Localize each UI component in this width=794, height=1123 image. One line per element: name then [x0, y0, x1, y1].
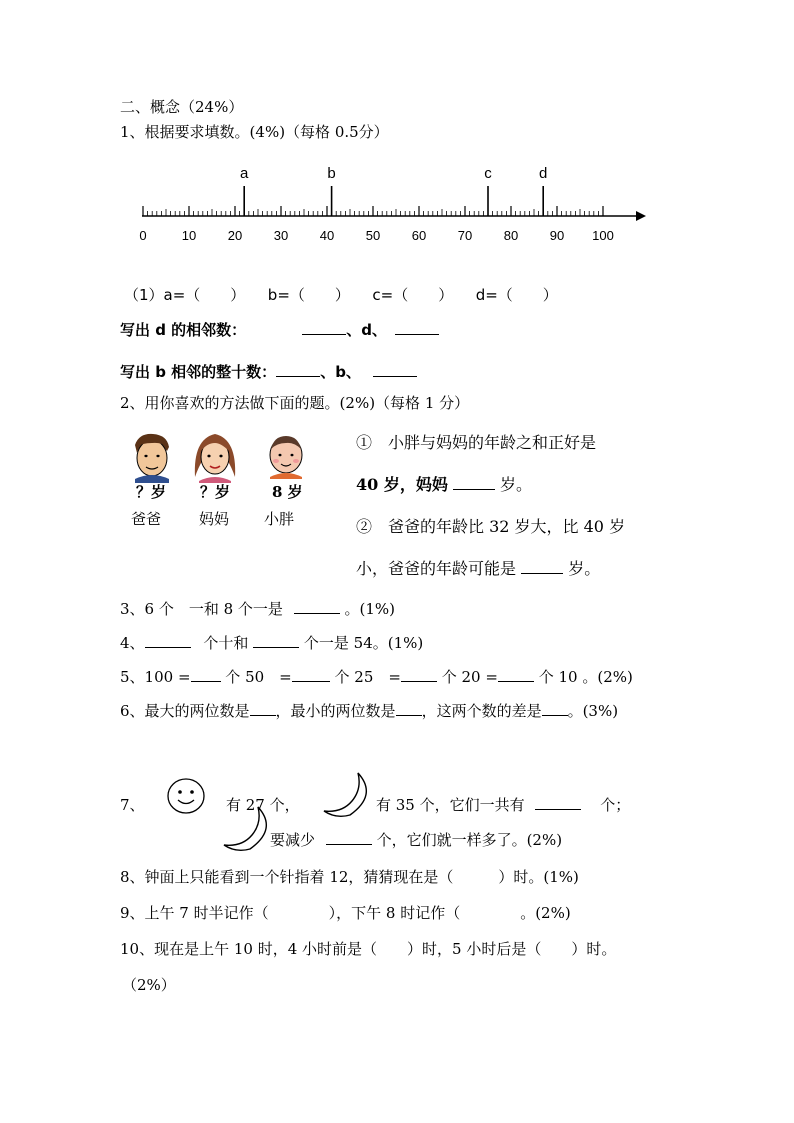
blank-field[interactable] [302, 320, 346, 335]
dad-age: ？岁 [136, 483, 167, 501]
q3-tail: 。(1%) [344, 600, 396, 618]
q6-text: 6、最大的两位数是 [120, 702, 250, 720]
blank-field[interactable] [250, 701, 276, 716]
tick-label: 30 [273, 228, 289, 243]
q2-part1-line2 [356, 472, 532, 495]
q7-part-b: 有 35 个，它们一共有 [376, 796, 525, 814]
q1-sub2 [120, 319, 439, 340]
mom-label: 妈妈 [199, 510, 230, 528]
q10-line2: （2%） [122, 976, 176, 994]
q2-part2-line2 [356, 556, 600, 579]
section-title: 二、概念（24%） [120, 98, 244, 116]
blank-field[interactable] [276, 362, 320, 377]
blank-field[interactable] [292, 667, 330, 682]
q7-text-d [270, 829, 562, 850]
boy-face-icon [264, 431, 308, 479]
q6-part-b: ，最小的两位数是 [275, 702, 396, 720]
q2-title: 2、用你喜欢的方法做下面的题。(2%)（每格 1 分） [120, 394, 470, 412]
blank-field[interactable] [535, 795, 581, 810]
blank-field[interactable] [145, 633, 191, 648]
boy-label: 小胖 [264, 510, 295, 528]
dad-label: 爸爸 [131, 510, 162, 528]
blank-field[interactable] [521, 559, 563, 574]
blank-field[interactable] [498, 667, 534, 682]
q1-sub3-label: 写出 b 相邻的整十数： [120, 363, 277, 381]
q4-mid: 个十和 [203, 634, 249, 652]
q8: 8、钟面上只能看到一个针指着 12，猜猜现在是（ ）时。(1%) [120, 868, 579, 886]
blank-field[interactable] [326, 830, 372, 845]
mom-face-icon [191, 429, 239, 483]
q7-part-e: 个，它们就一样多了。(2%) [376, 831, 563, 849]
q9: 9、上午 7 时半记作（ ），下午 8 时记作（ 。(2%) [120, 904, 571, 922]
blank-field[interactable] [191, 667, 221, 682]
tick-label: 70 [457, 228, 473, 243]
marker-label: c [484, 165, 492, 182]
q2-part2-unit: 岁。 [568, 559, 601, 578]
q2-part1-unit: 岁。 [500, 475, 533, 494]
tick-label: 100 [592, 228, 614, 243]
tick-label: 80 [503, 228, 519, 243]
tick-label: 60 [411, 228, 427, 243]
q2-part1-line1: ① 小胖与妈妈的年龄之和正好是 [356, 433, 597, 452]
q5 [120, 666, 633, 687]
q3-text: 3、6 个 一和 8 个一是 [120, 600, 283, 618]
q1-sub2-label: 写出 d 的相邻数： [120, 321, 247, 339]
number-line [130, 158, 660, 250]
q1-title: 1、根据要求填数。(4%)（每格 0.5分） [120, 123, 389, 141]
arrow-icon [636, 211, 646, 221]
q4-tail: 个一是 54。(1%) [303, 634, 424, 652]
tick-label: 20 [227, 228, 243, 243]
q6 [120, 700, 618, 721]
q1-sub2-mid: 、d、 [346, 321, 387, 339]
blank-field[interactable] [373, 362, 417, 377]
tick-label: 40 [319, 228, 335, 243]
blank-field[interactable] [453, 475, 495, 490]
q2-part1-text: 40 岁，妈妈 [356, 475, 448, 494]
q4 [120, 632, 423, 653]
blank-field[interactable] [396, 701, 422, 716]
tick-label: 0 [139, 228, 147, 243]
q7-part-c: 个； [600, 796, 631, 814]
q7-text-b [376, 794, 630, 815]
q7-number: 7、 [120, 796, 145, 814]
marker-label: b [327, 165, 336, 182]
dad-face-icon [129, 431, 175, 483]
q5-text: 5、100 = [120, 668, 191, 686]
q5-part-e: 个 10 。(2%) [538, 668, 633, 686]
q1-sub3-mid: 、b、 [320, 363, 361, 381]
blank-field[interactable] [395, 320, 439, 335]
marker-label: d [539, 165, 548, 182]
tick-label: 90 [549, 228, 565, 243]
q5-part-d: 个 20 = [441, 668, 498, 686]
q2-part2-text: 小，爸爸的年龄可能是 [356, 559, 517, 578]
q2-part2-line1: ② 爸爸的年龄比 32 岁大，比 40 岁 [356, 517, 626, 536]
blank-field[interactable] [542, 701, 568, 716]
q3 [120, 598, 395, 619]
q1-sub3 [120, 361, 417, 382]
blank-field[interactable] [401, 667, 437, 682]
q1-sub1: （1）a=（ ） b=（ ） c=（ ） d=（ ） [124, 286, 558, 304]
moon-icon [318, 771, 374, 819]
tick-label: 10 [181, 228, 197, 243]
mom-age: ？岁 [200, 483, 231, 501]
q6-part-c: ，这两个数的差是 [421, 702, 542, 720]
blank-field[interactable] [253, 633, 299, 648]
marker-label: a [240, 165, 249, 182]
q10-line1: 10、现在是上午 10 时，4 小时前是（ ）时，5 小时后是（ ）时。 [120, 940, 617, 958]
blank-field[interactable] [294, 599, 340, 614]
q4-text: 4、 [120, 634, 145, 652]
q6-tail: 。(3%) [567, 702, 619, 720]
q7-part-d: 要减少 [270, 831, 316, 849]
boy-age: 8 岁 [272, 483, 303, 501]
smiley-icon [166, 777, 206, 815]
q5-part-c: 个 25 = [334, 668, 401, 686]
q7-text-a: 有 27 个， [226, 796, 300, 814]
q5-part-b: 个 50 = [225, 668, 292, 686]
tick-label: 50 [365, 228, 381, 243]
moon-icon [218, 805, 274, 853]
